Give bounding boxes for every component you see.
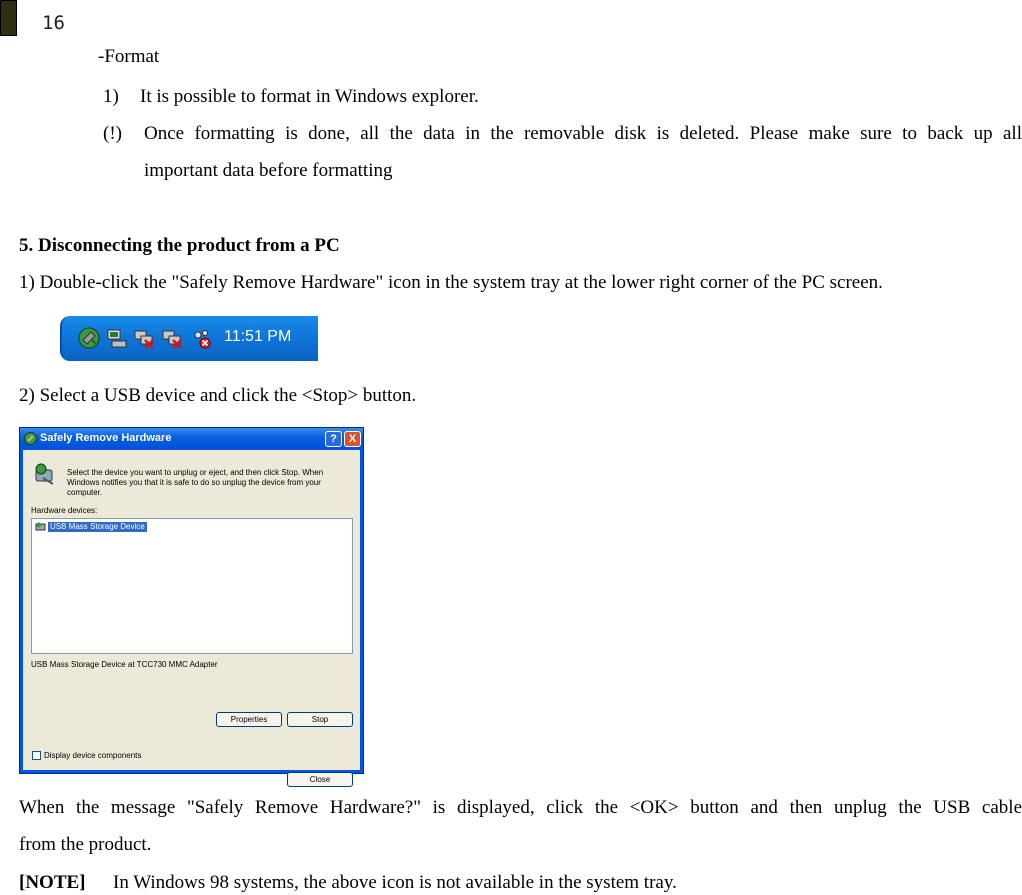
page-number: 16 [42,12,65,34]
display-components-label: Display device components [44,751,142,760]
page-marker [0,0,17,36]
after-stop-line2: from the product. [19,834,152,855]
format-warning-line2: important data before formatting [144,160,393,181]
close-button[interactable]: Close [287,772,353,787]
network-disconnected-icon-2 [161,327,183,349]
safely-remove-hardware-icon[interactable] [78,327,100,349]
dialog-instruction-line2: Windows notifies you that it is safe to do so unplug the device from your [67,478,321,487]
properties-button[interactable]: Properties [216,712,282,727]
close-icon[interactable]: X [344,431,361,447]
format-heading: -Format [98,46,160,67]
disconnect-step1: 1) Double-click the "Safely Remove Hardware" icon in the system tray at the lower right corner of the PC screen. [19,272,883,293]
format-warning-line1: Once formatting is done, all the data in the removable disk is deleted. Please make sure to back up all [144,123,1022,144]
note-label: [NOTE] [19,872,86,893]
usb-storage-icon [35,521,46,532]
dialog-titlebar [20,428,363,450]
help-button[interactable]: ? [325,431,342,447]
dialog-body [23,450,360,784]
hardware-devices-label: Hardware devices: [31,506,98,515]
wireless-error-icon [190,327,212,349]
hardware-icon [24,432,37,445]
stop-button[interactable]: Stop [287,712,353,727]
note-text: In Windows 98 systems, the above icon is not available in the system tray. [113,872,677,893]
dialog-instruction-line3: computer. [67,488,103,497]
network-icon [106,327,128,349]
hardware-devices-list[interactable] [31,518,353,654]
display-components-checkbox[interactable] [32,751,41,760]
list-item-usb-mass-storage[interactable]: USB Mass Storage Device [50,522,145,531]
usb-device-icon [33,462,57,486]
safely-remove-hardware-dialog [19,427,364,784]
device-description: USB Mass Storage Device at TCC730 MMC Adapter [31,660,218,669]
dialog-instruction-line1: Select the device you want to unplug or eject, and then click Stop. When [67,468,324,477]
tray-clock: 11:51 PM [224,328,292,345]
format-warning-mark: (!) [103,123,122,144]
network-disconnected-icon [133,327,155,349]
dialog-title: Safely Remove Hardware [40,432,172,444]
section-heading: 5. Disconnecting the product from a PC [19,235,340,256]
format-step1-number: 1) [103,86,119,107]
format-step1-text: It is possible to format in Windows explorer. [140,86,479,107]
after-stop-line1: When the message "Safely Remove Hardware?" is displayed, click the <OK> button and then unplug the USB cable [19,797,1022,818]
disconnect-step2: 2) Select a USB device and click the <Stop> button. [19,385,417,406]
system-tray-image [60,316,318,361]
